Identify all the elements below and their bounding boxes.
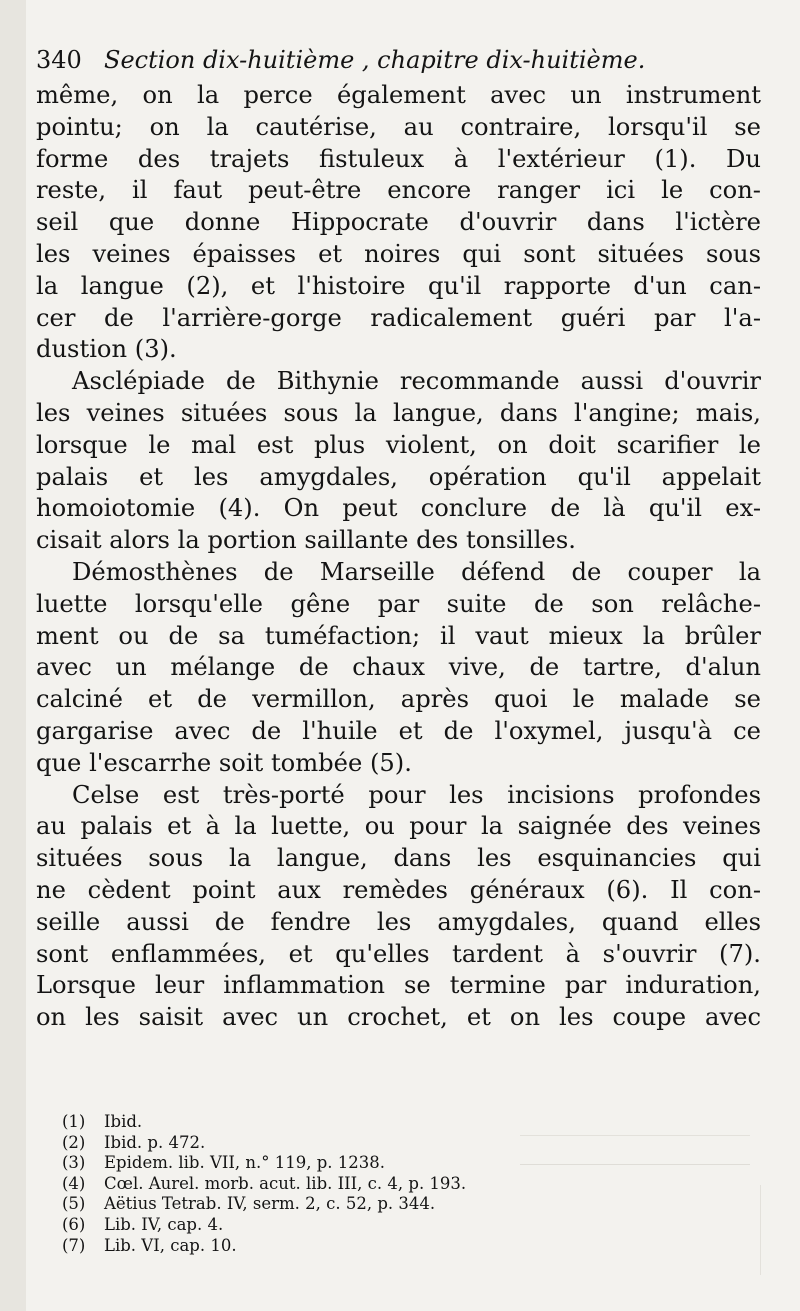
- body-line: seille aussi de fendre les amygdales, quand elles: [36, 907, 761, 936]
- running-title: Section dix-huitième , chapitre dix-huitième.: [104, 46, 646, 74]
- footnote-text: Lib. IV, cap. 4.: [104, 1214, 224, 1234]
- footnote: [62, 1215, 582, 1236]
- body-line: gargarise avec de l'huile et de l'oxymel, jusqu'à ce: [36, 716, 761, 745]
- body-line: cer de l'arrière-gorge radicalement guéri par l'a-: [36, 303, 761, 332]
- page-number: 340: [36, 46, 82, 74]
- body-line: reste, il faut peut-être encore ranger ici le con-: [36, 176, 761, 205]
- footnote-number: (5): [62, 1194, 86, 1214]
- footnote-text: Aëtius Tetrab. IV, serm. 2, c. 52, p. 344.: [104, 1194, 436, 1214]
- body-line: sont enflammées, et qu'elles tardent à s'ouvrir (7).: [36, 939, 761, 968]
- body-line: homoiotomie (4). On peut conclure de là qu'il ex-: [36, 494, 761, 523]
- footnote: [62, 1174, 582, 1195]
- body-line: luette lorsqu'elle gêne par suite de son relâche-: [36, 589, 761, 618]
- body-line: forme des trajets fistuleux à l'extérieur (1). Du: [36, 144, 761, 173]
- body-text: [36, 80, 761, 1080]
- footnote: [62, 1236, 582, 1257]
- running-header: [36, 40, 766, 80]
- body-line: que l'escarrhe soit tombée (5).: [36, 748, 412, 777]
- paragraph-start-line: Démosthènes de Marseille défend de couper la: [72, 557, 761, 586]
- footnote: [62, 1153, 582, 1174]
- body-line: même, on la perce également avec un instrument: [36, 81, 761, 109]
- body-line: avec un mélange de chaux vive, de tartre, d'alun: [36, 653, 761, 682]
- body-line: palais et les amygdales, opération qu'il appelait: [36, 462, 761, 491]
- footnote-number: (4): [62, 1173, 86, 1193]
- footnote-number: (7): [62, 1235, 86, 1255]
- footnote-number: (3): [62, 1153, 86, 1173]
- body-line: Lorsque leur inflammation se termine par induration,: [36, 971, 761, 1000]
- paragraph-start-line: Asclépiade de Bithynie recommande aussi d'ouvrir: [72, 367, 761, 396]
- body-line: pointu; on la cautérise, au contraire, lorsqu'il se: [36, 112, 761, 141]
- body-line: seil que donne Hippocrate d'ouvrir dans l'ictère: [36, 208, 761, 237]
- footnote-number: (6): [62, 1214, 86, 1234]
- body-line: on les saisit avec un crochet, et on les coupe avec: [36, 1003, 761, 1032]
- footnote-text: Epidem. lib. VII, n.° 119, p. 1238.: [104, 1153, 386, 1173]
- body-line: les veines épaisses et noires qui sont situées sous: [36, 239, 761, 268]
- page-edge-shadow: [0, 0, 26, 1311]
- footnote-text: Cœl. Aurel. morb. acut. lib. III, c. 4, p. 193.: [104, 1173, 467, 1193]
- footnote-text: Ibid. p. 472.: [104, 1132, 206, 1152]
- show-through-block-2: [600, 1185, 761, 1275]
- body-line: situées sous la langue, dans les esquinancies qui: [36, 844, 761, 873]
- paragraph-start-line: Celse est très-porté pour les incisions profondes: [72, 780, 761, 809]
- footnote-text: Lib. VI, cap. 10.: [104, 1235, 237, 1255]
- body-line: dustion (3).: [36, 335, 177, 364]
- body-line: calciné et de vermillon, après quoi le malade se: [36, 685, 761, 714]
- footnote-number: (1): [62, 1112, 86, 1131]
- footnote: [62, 1194, 582, 1215]
- body-line: la langue (2), et l'histoire qu'il rapporte d'un can-: [36, 271, 761, 300]
- footnote-number: (2): [62, 1132, 86, 1152]
- footnotes: [62, 1112, 582, 1282]
- body-line: lorsque le mal est plus violent, on doit scarifier le: [36, 430, 761, 459]
- body-line: ne cèdent point aux remèdes généraux (6). Il con-: [36, 875, 761, 904]
- footnote: [62, 1112, 582, 1133]
- footnote-text: Ibid.: [104, 1112, 143, 1131]
- body-line: ment ou de sa tuméfaction; il vaut mieux la brûler: [36, 621, 761, 650]
- body-line: au palais et à la luette, ou pour la saignée des veines: [36, 812, 761, 841]
- body-line: cisait alors la portion saillante des tonsilles.: [36, 526, 576, 555]
- footnote: [62, 1133, 582, 1154]
- body-line: les veines situées sous la langue, dans l'angine; mais,: [36, 398, 761, 427]
